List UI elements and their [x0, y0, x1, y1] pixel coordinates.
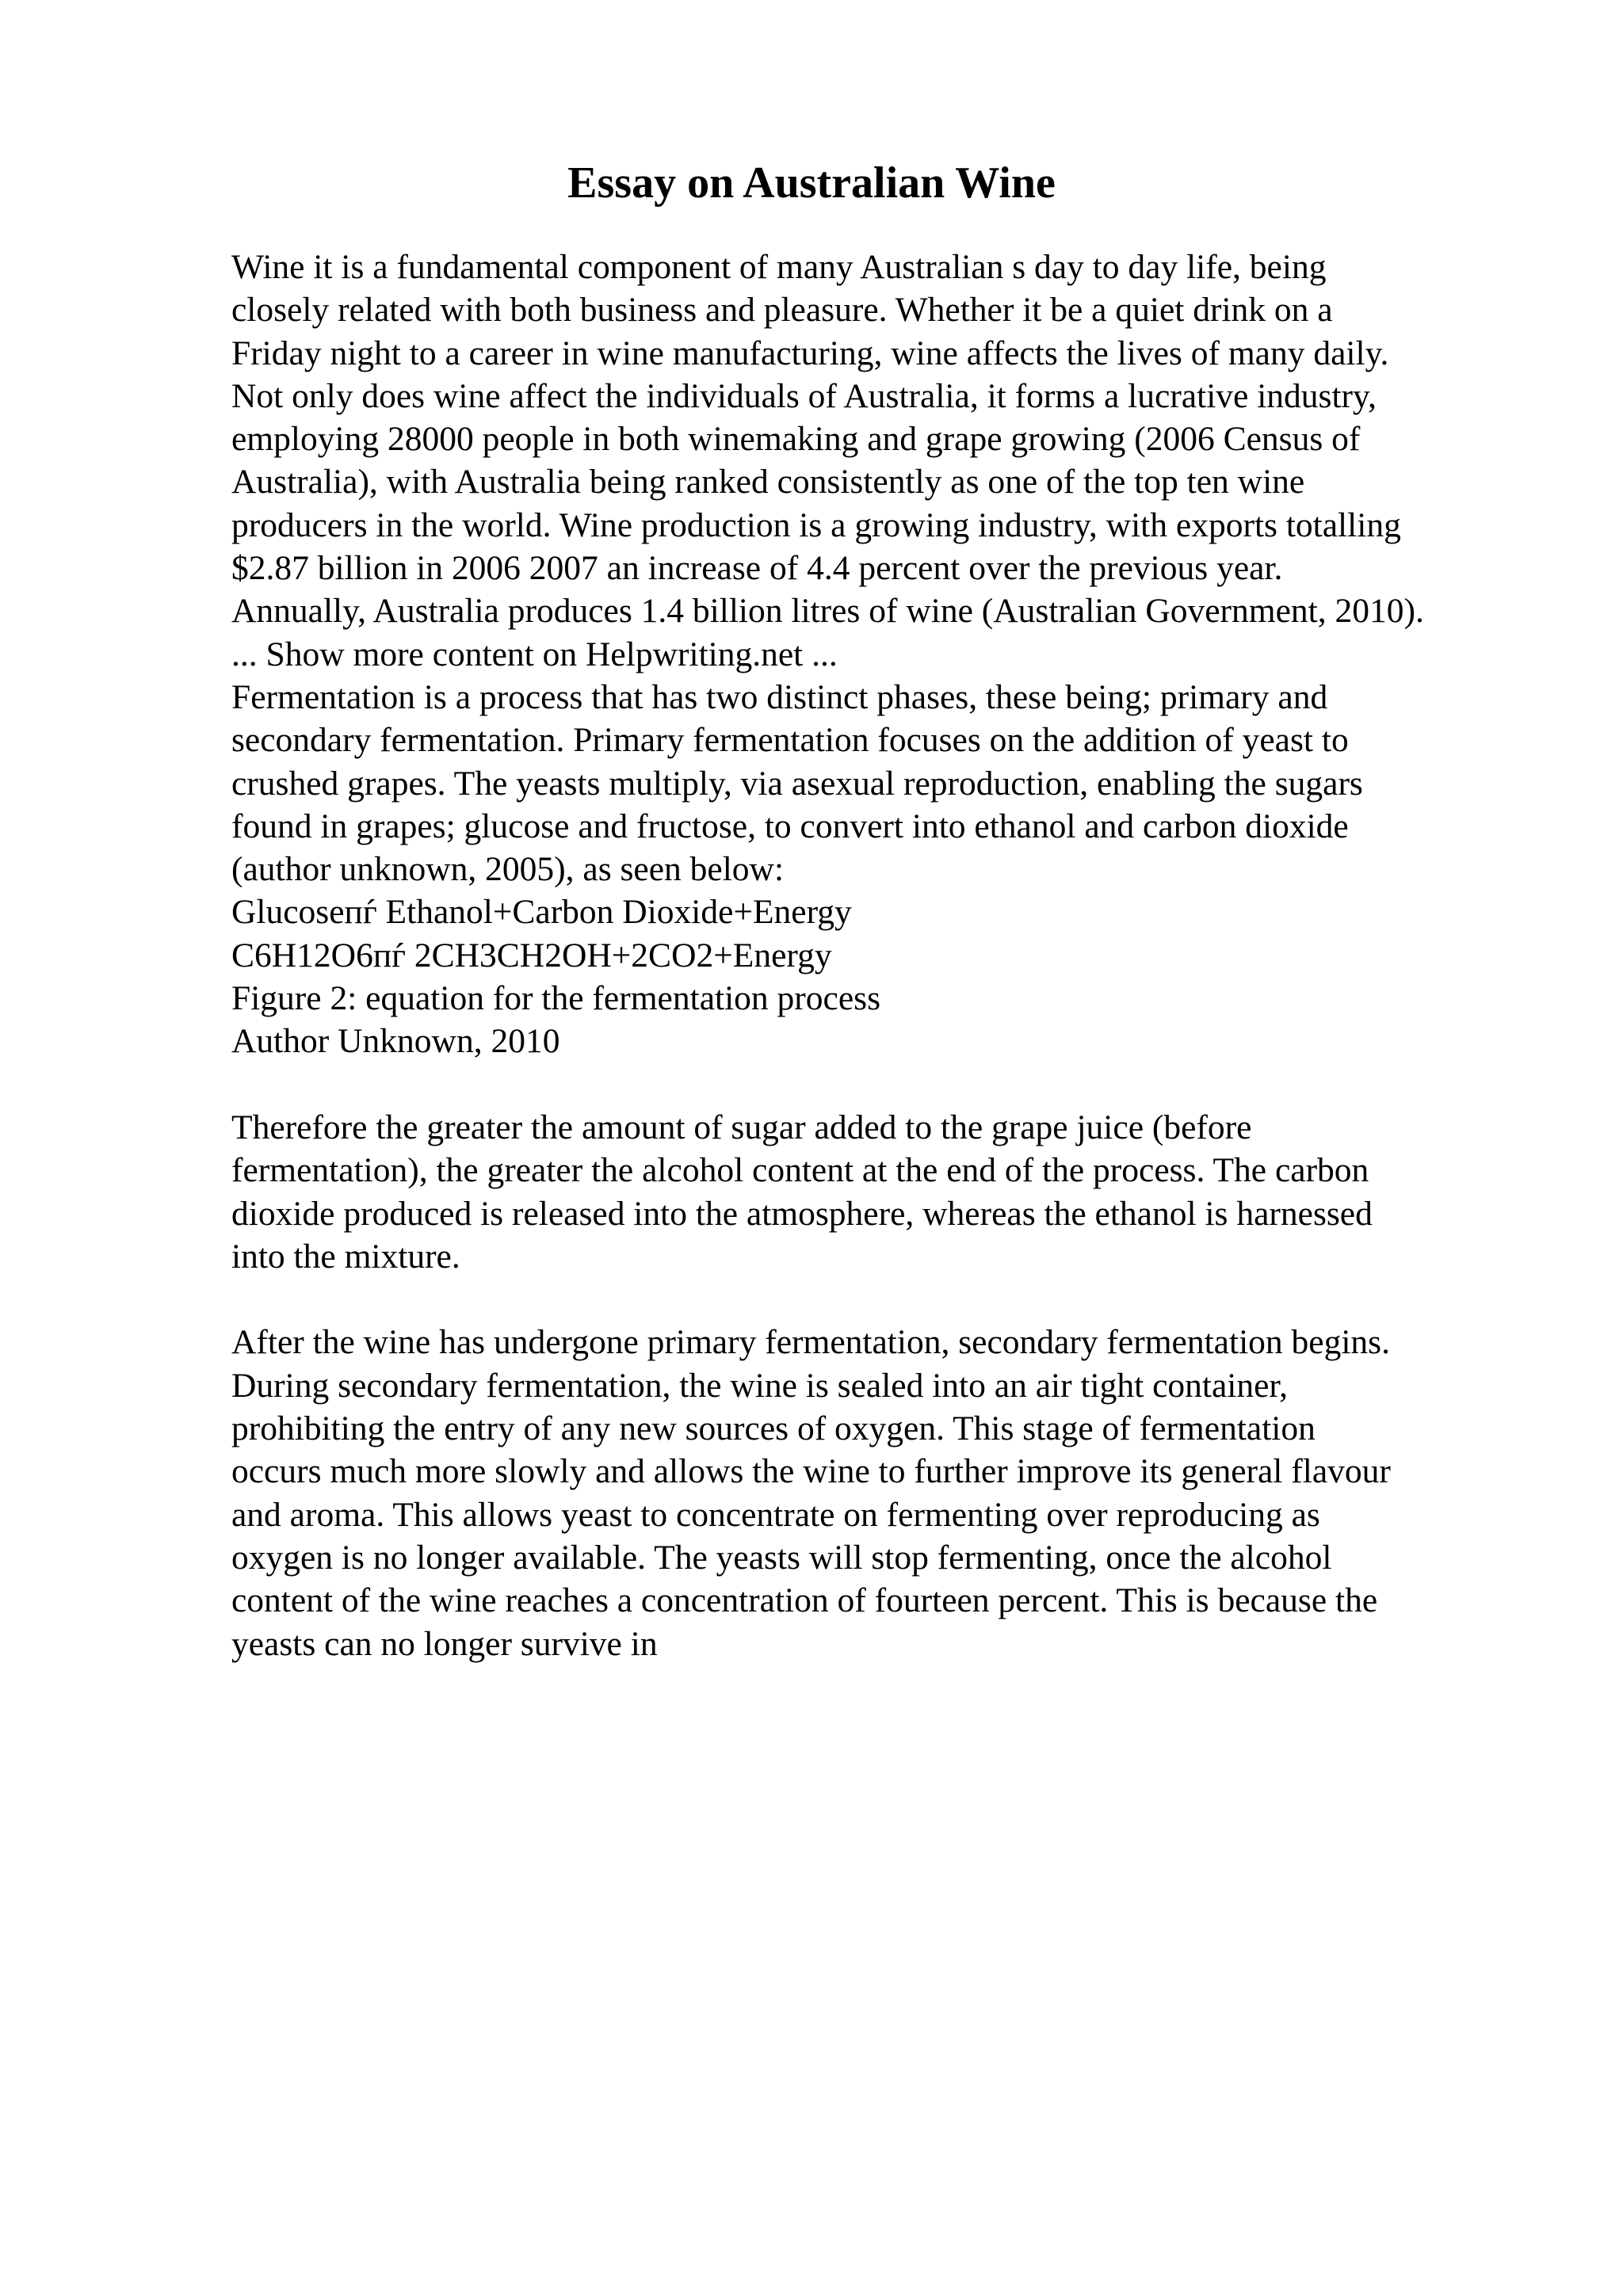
figure-source: Author Unknown, 2010 — [231, 1022, 560, 1061]
text-line: Fermentation is a process that has two distinct phases, these being; primary and — [231, 677, 1328, 716]
text-line: occurs much more slowly and allows the wine to further improve its general flavour — [231, 1452, 1391, 1491]
paragraph-sugar — [231, 1106, 1579, 1278]
show-more-text: ... Show more content on Helpwriting.net ... — [231, 635, 838, 673]
text-line: Wine it is a fundamental component of many Australian s day to day life, being — [231, 248, 1327, 286]
text-line: (author unknown, 2005), as seen below: — [231, 850, 785, 889]
text-line: employing 28000 people in both winemaking and grape growing (2006 Census of — [231, 420, 1361, 459]
paragraph-intro — [231, 246, 1579, 676]
text-line: content of the wine reaches a concentration of fourteen percent. This is because the — [231, 1581, 1378, 1620]
text-line: crushed grapes. The yeasts multiply, via asexual reproduction, enabling the sugars — [231, 764, 1363, 803]
text-line: prohibiting the entry of any new sources of oxygen. This stage of fermentation — [231, 1409, 1316, 1448]
text-line: dioxide produced is released into the atmosphere, whereas the ethanol is harnessed — [231, 1194, 1373, 1233]
document-title: Essay on Australian Wine — [567, 158, 1056, 208]
text-line: Not only does wine affect the individuals of Australia, it forms a lucrative industry, — [231, 376, 1377, 415]
text-line: found in grapes; glucose and fructose, to convert into ethanol and carbon dioxide — [231, 807, 1349, 845]
text-line: Annually, Australia produces 1.4 billion litres of wine (Australian Government, 2010). — [231, 592, 1424, 631]
text-line: $2.87 billion in 2006 2007 an increase of 4.4 percent over the previous year. — [231, 549, 1283, 588]
document-body — [231, 246, 1579, 1665]
paragraph-spacer — [231, 1063, 1579, 1106]
text-line: and aroma. This allows yeast to concentrate on fermenting over reproducing as — [231, 1495, 1320, 1534]
text-line: Therefore the greater the amount of sugar added to the grape juice (before — [231, 1108, 1252, 1146]
text-line: After the wine has undergone primary fermentation, secondary fermentation begins. — [231, 1323, 1390, 1362]
text-line: fermentation), the greater the alcohol content at the end of the process. The carbon — [231, 1151, 1369, 1190]
text-line: secondary fermentation. Primary fermentation focuses on the addition of yeast to — [231, 721, 1349, 760]
paragraph-spacer — [231, 1278, 1579, 1321]
text-line: oxygen is no longer available. The yeasts will stop fermenting, once the alcohol — [231, 1538, 1332, 1577]
figure-caption: Figure 2: equation for the fermentation process — [231, 979, 881, 1018]
equation-line: C6H12O6пѓ 2CH3CH2OH+2CO2+Energy — [231, 936, 832, 974]
text-line: producers in the world. Wine production is a growing industry, with exports totalling — [231, 505, 1401, 544]
paragraph-fermentation — [231, 676, 1579, 1063]
text-line: closely related with both business and pleasure. Whether it be a quiet drink on a — [231, 291, 1333, 330]
text-line: During secondary fermentation, the wine is sealed into an air tight container, — [231, 1366, 1289, 1405]
paragraph-secondary — [231, 1321, 1579, 1665]
text-line: Australia), with Australia being ranked consistently as one of the top ten wine — [231, 463, 1305, 502]
equation-line: Glucoseпѓ Ethanol+Carbon Dioxide+Energy — [231, 893, 852, 932]
text-line: into the mixture. — [231, 1237, 460, 1276]
text-line: Friday night to a career in wine manufacturing, wine affects the lives of many daily. — [231, 334, 1389, 372]
text-line: yeasts can no longer survive in — [231, 1624, 658, 1663]
